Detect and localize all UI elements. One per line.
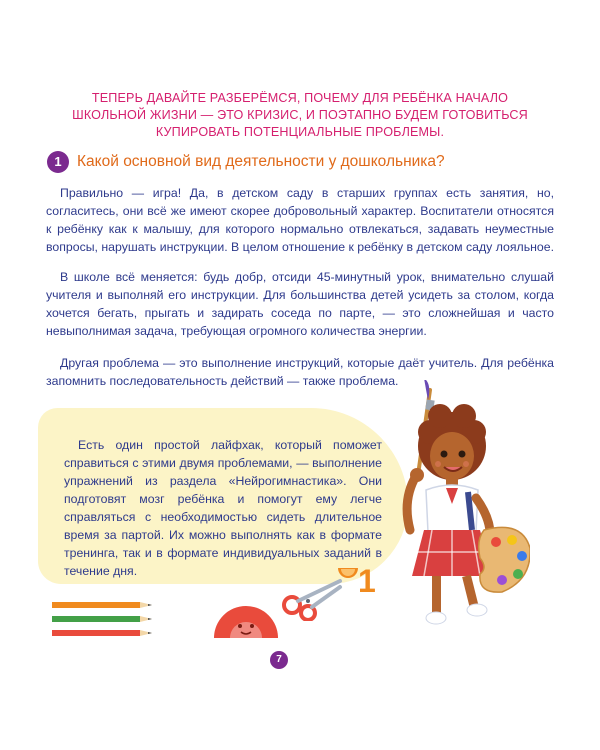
- colored-pencils-icon: [52, 598, 162, 640]
- paragraph-1: Правильно — игра! Да, в детском саду в старших группах есть занятия, но, согласитесь, они всё же имеют скорее добровольный характер. Воспитатели относятся к ребёнку как к малышу, для которого нормально отвлекаться, задавать неуместные вопросы, нарушать инструкции. В целом отношение к ребёнку в детском саду лояльное.: [46, 186, 554, 254]
- paragraph-3: Другая проблема — это выполнение инструкций, которые даёт учитель. Для ребёнка запомнить последовательность действий — также проблема.: [46, 356, 554, 388]
- question-number-badge: 1: [47, 151, 69, 173]
- scissors-icon: [278, 575, 344, 621]
- tip-text: Есть один простой лайфхак, который поможет справиться с этими двумя проблемами, — выполнение упражнений из раздела «Нейрогимнастика». Они подготовят мозг ребёнка и помогут ему легче справляться с необходимостью сидеть длительное время за партой. Их можно выполнять как в формате тренинга, так и в формате индивидуальных заданий в течение дня.: [64, 438, 382, 578]
- girl-painter-icon: [380, 380, 530, 650]
- protractor-icon: [210, 588, 282, 642]
- orange-slice-icon: [336, 566, 360, 580]
- decorative-number-one: 1: [358, 563, 376, 599]
- page-headline: ТЕПЕРЬ ДАВАЙТЕ РАЗБЕРЁМСЯ, ПОЧЕМУ ДЛЯ РЕБЁНКА НАЧАЛО ШКОЛЬНОЙ ЖИЗНИ — ЭТО КРИЗИС, И ПОЭТАПНО БУДЕМ ГОТОВИТЬСЯ КУПИРОВАТЬ ПОТЕНЦИАЛЬНЫЕ ПРОБЛЕМЫ.: [72, 91, 528, 139]
- page-number: 7: [270, 651, 288, 669]
- paragraph-2: В школе всё меняется: будь добр, отсиди 45-минутный урок, внимательно слушай учителя и выполняй его инструкции. Для большинства детей усидеть за столом, когда хочется бегать, прыгать и задирать соседа по парте, — это сложнейшая и часто невыполнимая задача, требующая огромного количества энергии.: [46, 270, 554, 338]
- question-row: [47, 150, 567, 176]
- question-text: Какой основной вид деятельности у дошкольника?: [77, 153, 445, 170]
